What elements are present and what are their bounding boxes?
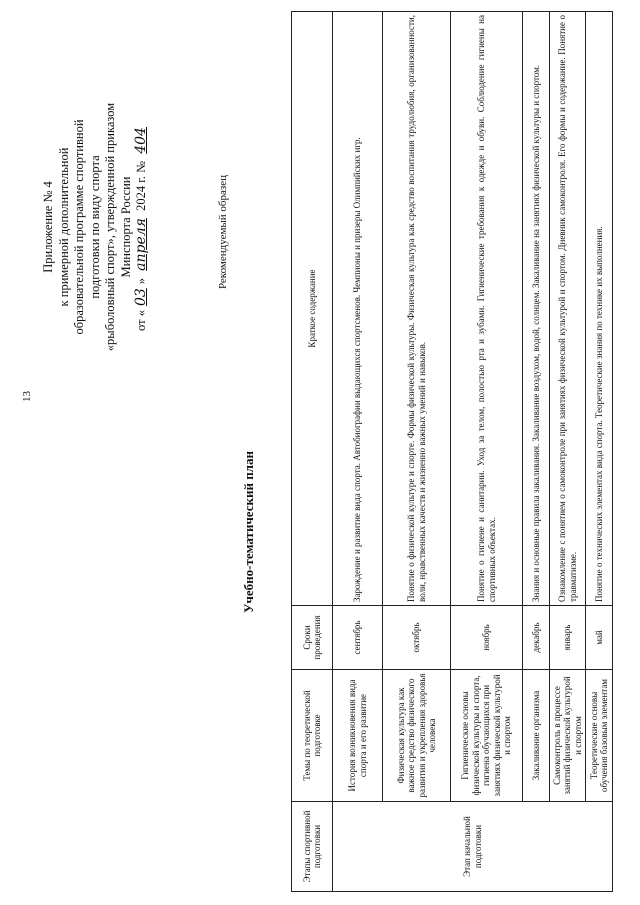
content-cell: Знания и основные правила закаливания. Закаливание воздухом, водой, солнцем. Закаливание на занятиях физической культуры и спортом. bbox=[523, 12, 550, 606]
appendix-line: образовательной программе спортивной bbox=[72, 119, 86, 335]
sample-label: Рекомендуемый образец bbox=[217, 174, 229, 290]
term-cell: октябрь bbox=[383, 606, 451, 670]
plan-table bbox=[291, 11, 613, 892]
topic-cell: Закаливание организма bbox=[523, 670, 550, 802]
term-cell: декабрь bbox=[523, 606, 550, 670]
header-content: Краткое содержание bbox=[292, 12, 333, 606]
appendix-header bbox=[41, 12, 150, 442]
plan-title: Учебно-тематический план bbox=[241, 451, 256, 613]
date-mid: » bbox=[134, 277, 148, 285]
topic-cell: Теоретические основы обучения базовым элементам bbox=[586, 670, 613, 802]
table-row bbox=[451, 12, 523, 892]
content-cell: Понятие о гигиене и санитарии. Уход за телом, полостью рта и зубами. Гигиенические требования к одежде и обуви. Соблюдение гигиены на спортивных объектах. bbox=[451, 12, 523, 606]
content-cell: Понятие о технических элементах вида спорта. Теоретические знания по технике их выполнения. bbox=[586, 12, 613, 606]
content-cell: Ознакомление с понятием о самоконтроле при занятиях физической культурой и спортом. Дневник самоконтроля. Его формы и содержание. Понятие о травматизме. bbox=[550, 12, 586, 606]
date-month: апреля bbox=[133, 218, 149, 271]
appendix-line: подготовки по виду спорта bbox=[87, 155, 102, 299]
header-stage: Этапы спортивной подготовки bbox=[292, 802, 333, 892]
order-date-line bbox=[134, 12, 150, 442]
table-row bbox=[586, 12, 613, 892]
topic-cell: Физическая культура как важное средство физического развития и укрепления здоровья человека bbox=[383, 670, 451, 802]
appendix-line: Минспорта России bbox=[118, 176, 133, 278]
topic-cell: Самоконтроль в процессе занятий физической культурой и спортом bbox=[550, 670, 586, 802]
table-row bbox=[333, 12, 383, 892]
table-row bbox=[383, 12, 451, 892]
header-term: Сроки проведения bbox=[292, 606, 333, 670]
term-cell: январь bbox=[550, 606, 586, 670]
stage-cell: Этап начальной подготовки bbox=[333, 802, 613, 892]
appendix-line: Приложение № 4 bbox=[41, 181, 55, 273]
content-cell: Понятие о физической культуре и спорте. Формы физической культуры. Физическая культура как средство воспитания трудолюбия, организованности, воли, нравственных качеств и жизненно важных умений и навыков. bbox=[383, 12, 451, 606]
content-cell: Зарождение и развитие вида спорта. Автобиографии выдающихся спортсменов. Чемпионы и призеры Олимпийских игр. bbox=[333, 12, 383, 606]
table-row bbox=[550, 12, 586, 892]
term-cell: сентябрь bbox=[333, 606, 383, 670]
table-row bbox=[523, 12, 550, 892]
topic-cell: Гигиенические основы физической культуры и спорта, гигиена обучающихся при занятиях физической культурой и спортом bbox=[451, 670, 523, 802]
table-header-row bbox=[292, 12, 333, 892]
rotated-content bbox=[15, 12, 625, 892]
appendix-line: к примерной дополнительной bbox=[56, 147, 71, 307]
topic-cell: История возникновения вида спорта и его развитие bbox=[333, 670, 383, 802]
date-prefix: от « bbox=[134, 310, 148, 331]
term-cell: май bbox=[586, 606, 613, 670]
header-topic: Темы по теоретической подготовке bbox=[292, 670, 333, 802]
order-number: 404 bbox=[133, 127, 149, 154]
term-cell: ноябрь bbox=[451, 606, 523, 670]
date-year: 2024 г. № bbox=[134, 160, 148, 211]
date-day: 03 bbox=[133, 288, 149, 307]
appendix-line: «рыболовный спорт», утвержденной приказом bbox=[103, 102, 117, 352]
page-number: 13 bbox=[21, 391, 33, 402]
